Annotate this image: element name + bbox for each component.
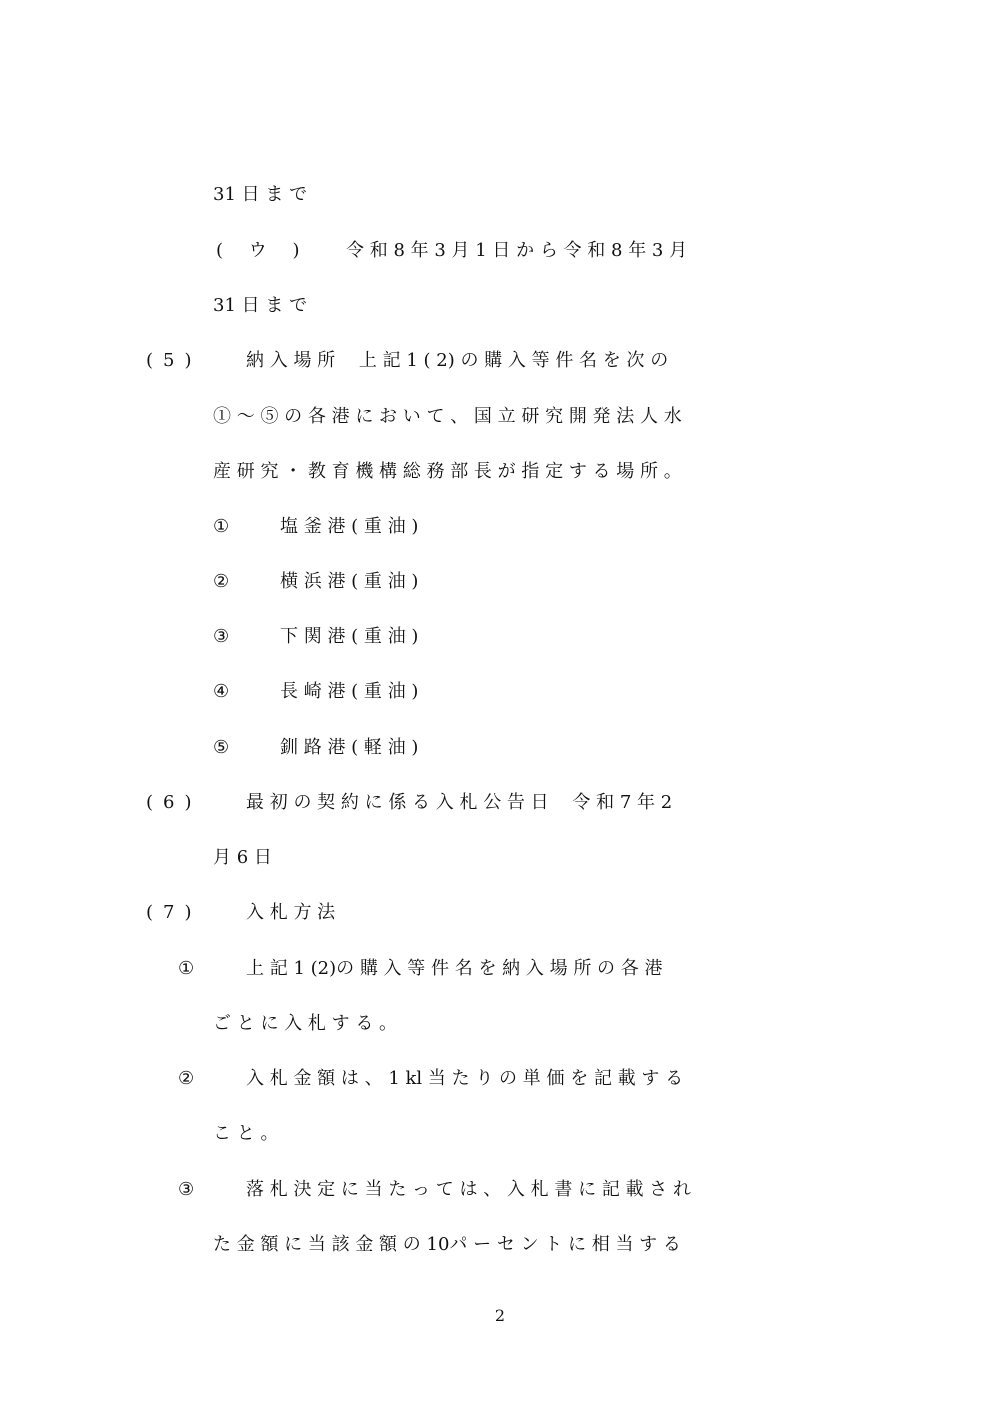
item-label: (5) <box>146 350 202 371</box>
list-item-text: 下 関 港 ( 重 油 ) <box>280 626 419 647</box>
list-item-text: こ と 。 <box>213 1123 279 1144</box>
text-line: 令 和 8 年 3 月 1 日 か ら 令 和 8 年 3 月 <box>346 240 688 261</box>
list-item-text: 上 記 1 (2)の 購 入 等 件 名 を 納 入 場 所 の 各 港 <box>246 958 663 979</box>
list-item-text: 塩 釜 港 ( 重 油 ) <box>280 516 419 537</box>
text-line: 産 研 究 ・ 教 育 機 構 総 務 部 長 が 指 定 す る 場 所 。 <box>213 461 682 482</box>
list-item-text: ご と に 入 札 す る 。 <box>213 1013 398 1034</box>
list-item-text: 入 札 金 額 は 、 1 kl 当 た り の 単 価 を 記 載 す る <box>246 1068 684 1089</box>
list-item-number: ② <box>213 571 230 592</box>
list-item-number: ③ <box>213 626 230 647</box>
text-line: 納 入 場 所 上 記 1 ( 2) の 購 入 等 件 名 を 次 の <box>246 350 669 371</box>
item-label: (7) <box>146 902 202 923</box>
list-item-text: 釧 路 港 ( 軽 油 ) <box>280 737 419 758</box>
text-line: 入 札 方 法 <box>246 902 336 923</box>
list-item-number: ③ <box>178 1179 195 1200</box>
page-number: 2 <box>494 1306 506 1325</box>
list-item-text: 横 浜 港 ( 重 油 ) <box>280 571 419 592</box>
text-line: 最 初 の 契 約 に 係 る 入 札 公 告 日 令 和 7 年 2 <box>246 792 673 813</box>
item-label: ( ウ ) <box>216 240 310 261</box>
text-line: 31 日 ま で <box>213 184 308 205</box>
text-line: 31 日 ま で <box>213 295 308 316</box>
text-line: ① ～ ⑤ の 各 港 に お い て 、 国 立 研 究 開 発 法 人 水 <box>213 406 682 427</box>
list-item-text: た 金 額 に 当 該 金 額 の 10パ ー セ ン ト に 相 当 す る <box>213 1234 681 1255</box>
list-item-text: 落 札 決 定 に 当 た っ て は 、 入 札 書 に 記 載 さ れ <box>246 1179 691 1200</box>
list-item-number: ① <box>178 958 195 979</box>
list-item-number: ② <box>178 1068 195 1089</box>
list-item-text: 長 崎 港 ( 重 油 ) <box>280 681 419 702</box>
item-label: (6) <box>146 792 202 813</box>
text-line: 月 6 日 <box>213 847 272 868</box>
list-item-number: ④ <box>213 681 230 702</box>
list-item-number: ⑤ <box>213 737 230 758</box>
list-item-number: ① <box>213 516 230 537</box>
